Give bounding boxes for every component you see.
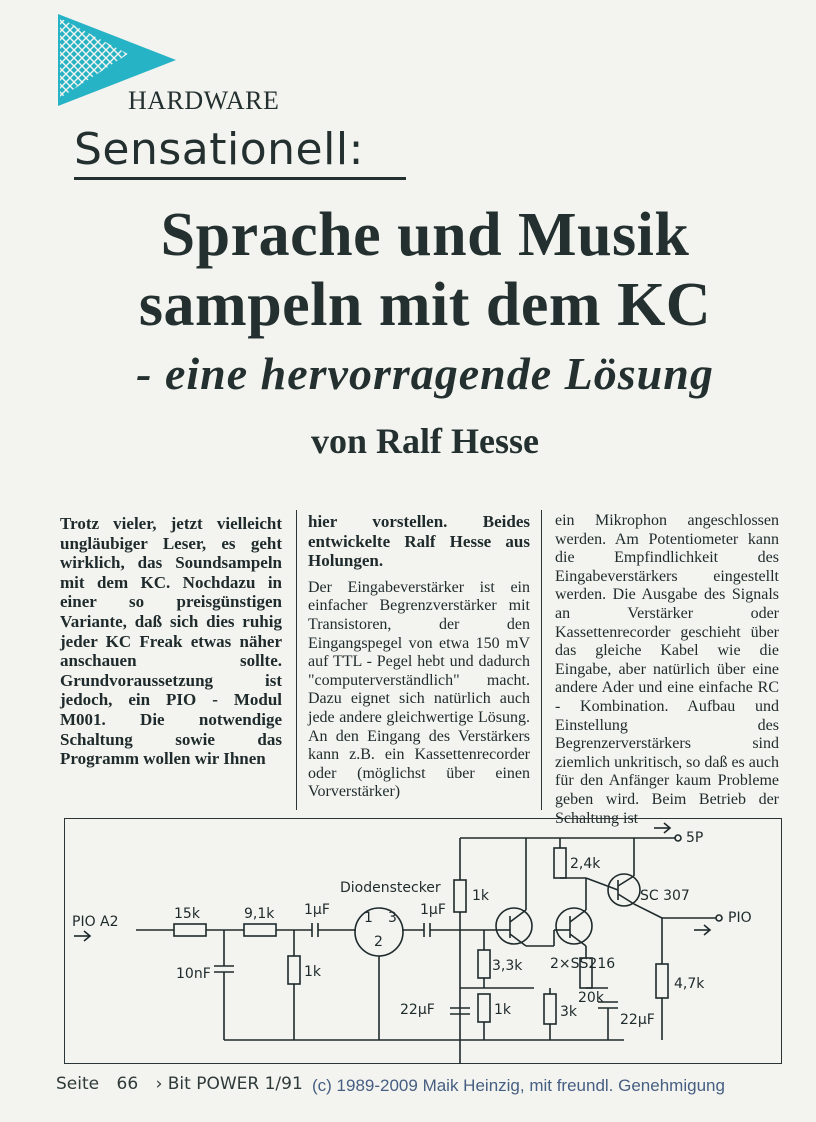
schematic-label-pin1: 1: [364, 910, 373, 926]
schematic-label-pot: 20k: [578, 990, 604, 1006]
schematic-label-c4: 22µF: [400, 1002, 435, 1018]
schematic-label-r8: 3k: [560, 1004, 578, 1020]
schematic-label-pin2: 2: [374, 934, 383, 950]
body-column-2-lead: hier vorstellen. Beides entwickelte Ralf Hesse aus Holungen.: [308, 512, 530, 571]
article-title-line-2: sampeln mit dem KC: [138, 271, 712, 339]
page-footer: [56, 1074, 315, 1094]
body-column-2: [308, 512, 530, 802]
copyright-notice: (c) 1989-2009 Maik Heinzig, mit freundl. Genehmigung: [312, 1076, 725, 1095]
schematic-label-r5: 3,3k: [492, 958, 523, 974]
schematic-label-r9: 4,7k: [674, 976, 705, 992]
schematic-label-c1: 10nF: [176, 966, 211, 982]
schematic-label-r7: 2,4k: [570, 856, 601, 872]
kicker-headline: Sensationell:: [74, 124, 364, 175]
article-subtitle: - eine hervorragende Lösung: [136, 348, 714, 399]
body-column-2-text: Der Eingabeverstärker ist ein einfacher Begrenzverstärker mit Transistoren, der den Eingangspegel von etwa 150 mV auf TTL - Pegel hebt und dadurch "computerverständlich" macht. Dazu eignet sich natürlich auch jede andere gleichwertige Lösung. An den Eingang des Verstärkers kann z.B. ein Kassettenrecorder oder (möglichst über einen Vorverstärker): [308, 578, 530, 801]
body-column-3: ein Mikrophon angeschlossen werden. Am Potentiometer kann die Empfindlichkeit des Eingabeverstärkers eingestellt werden. Die Ausgabe des Signals an Verstärker oder Kassettenrecorder geschieht über das gleiche Kabel wie die Eingabe, aber natürlich über eine andere Ader und eine einfache RC - Kombination. Aufbau und Einstellung des Begrenzerverstärkers sind ziemlich unkritisch, so daß es auch für den Anfänger kaum Probleme geben wird. Beim Betrieb der Schaltung ist: [555, 512, 779, 827]
footer-page-number: 66: [116, 1074, 139, 1094]
schematic-label-supply: 5P: [686, 830, 704, 846]
schematic-label-r1: 15k: [174, 906, 200, 922]
schematic-label-c2: 1µF: [304, 902, 330, 918]
footer-page-label: Seite: [56, 1074, 100, 1094]
article-byline: von Ralf Hesse: [311, 421, 539, 461]
circuit-schematic: [64, 818, 782, 1064]
schematic-label-r4: 1k: [472, 888, 490, 904]
schematic-label-c5: 22µF: [620, 1012, 655, 1028]
body-column-1: Trotz vieler, jetzt vielleicht ungläubiger Leser, es geht wirklich, das Soundsampeln mit dem KC. Nochdazu in einer so preisgünstigen Variante, daß sich dies ruhig jeder KC Freak etwas näher anschauen sollte. Grundvoraussetzung ist jedoch, ein PIO - Modul M001. Die notwendige Schaltung sowie das Programm wollen wir Ihnen: [60, 514, 282, 769]
schematic-label-r6: 1k: [494, 1002, 512, 1018]
schematic-label-output: PIO: [728, 910, 752, 926]
column-divider: [296, 510, 297, 810]
schematic-label-input: PIO A2: [72, 914, 119, 930]
column-divider: [541, 510, 542, 810]
schematic-label-c3: 1µF: [420, 902, 446, 918]
schematic-label-transistors: 2×SS216: [550, 956, 616, 972]
schematic-label-r2: 9,1k: [244, 906, 275, 922]
schematic-label-r3: 1k: [304, 964, 322, 980]
footer-magazine: › Bit POWER 1/91: [155, 1074, 303, 1094]
schematic-label-t3: SC 307: [640, 888, 690, 904]
article-title-line-1: Sprache und Musik: [160, 201, 690, 269]
schematic-label-connector: Diodenstecker: [340, 880, 441, 896]
kicker-underline: [74, 177, 406, 180]
section-label: HARDWARE: [128, 86, 280, 115]
schematic-label-pin3: 3: [388, 910, 397, 926]
